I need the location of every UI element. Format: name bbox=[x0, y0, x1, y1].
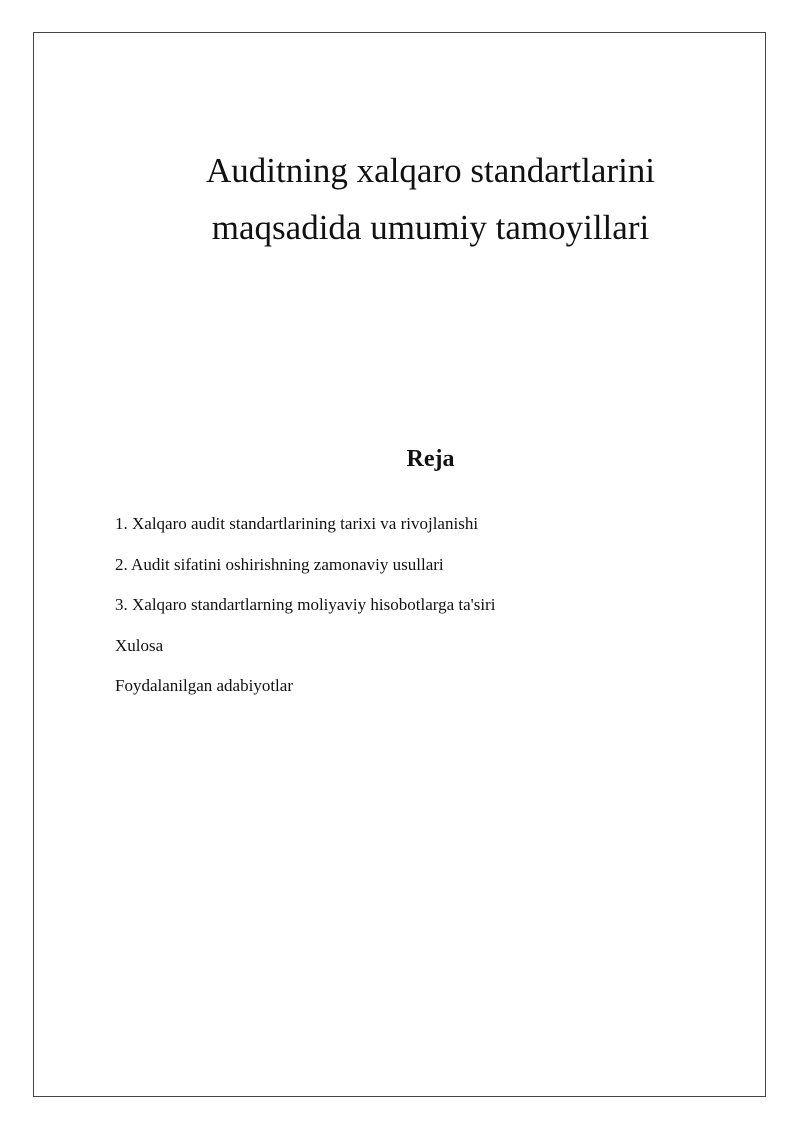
plan-item: 3. Xalqaro standartlarning moliyaviy hisobotlarga ta'siri bbox=[115, 595, 496, 614]
plan-item-conclusion: Xulosa bbox=[115, 635, 164, 655]
plan-item: 2. Audit sifatini oshirishning zamonaviy usullari bbox=[115, 554, 444, 574]
plan-heading: Reja bbox=[406, 446, 455, 472]
plan-list bbox=[115, 510, 495, 713]
title-line: Auditning xalqaro standartlarini bbox=[205, 151, 656, 190]
document-title bbox=[33, 142, 766, 256]
title-line: maqsadida umumiy tamoyillari bbox=[211, 208, 650, 247]
plan-item: 1. Xalqaro audit standartlarining tarixi va rivojlanishi bbox=[115, 514, 479, 533]
plan-item-references: Foydalanilgan adabiyotlar bbox=[115, 676, 293, 695]
